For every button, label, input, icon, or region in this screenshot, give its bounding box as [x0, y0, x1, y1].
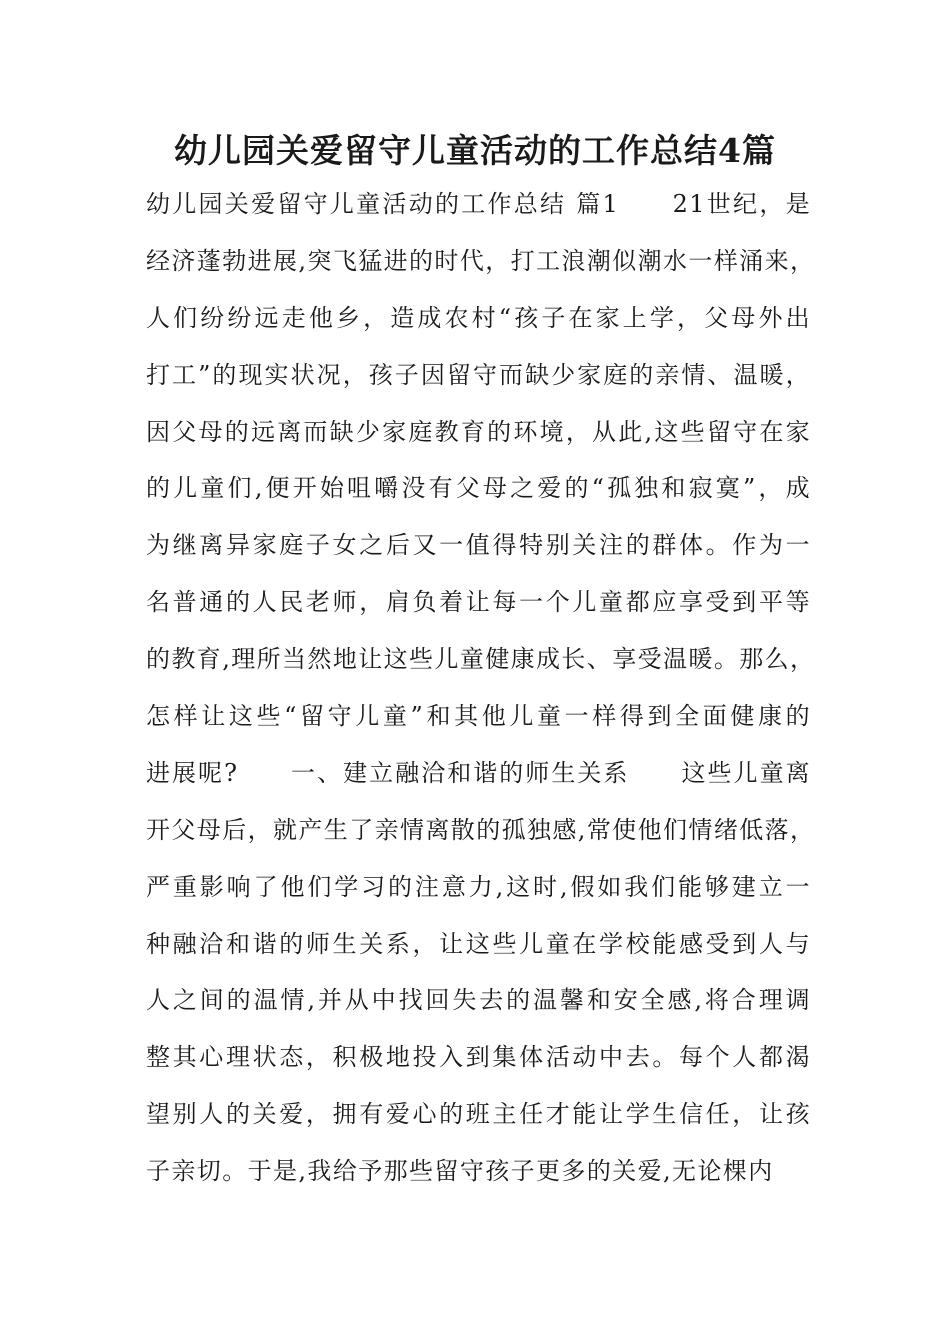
body-line: 进展呢? 一、建立融洽和谐的师生关系 这些儿童离 [146, 758, 811, 787]
document-body [146, 182, 816, 1206]
body-line: 子亲切。于是,我给予那些留守孩子更多的关爱,无论棵内 [146, 1157, 774, 1186]
body-line: 望别人的关爱，拥有爱心的班主任才能让学生信任，让孩 [146, 1100, 811, 1129]
body-line: 种融洽和谐的师生关系，让这些儿童在学校能感受到人与 [146, 929, 811, 958]
body-line: 因父母的远离而缺少家庭教育的环境，从此,这些留守在家 [146, 417, 811, 446]
body-line: 人之间的温情,并从中找回失去的温馨和安全感,将合理调 [146, 986, 811, 1015]
body-line: 经济蓬勃进展,突飞猛进的时代，打工浪潮似潮水一样涌来， [146, 246, 816, 275]
body-line: 开父母后，就产生了亲情离散的孤独感,常使他们情绪低落， [146, 815, 816, 844]
body-line: 怎样让这些“留守儿童”和其他儿童一样得到全面健康的 [146, 702, 811, 731]
body-line: 的儿童们,便开始咀嚼没有父母之爱的“孤独和寂寞”，成 [146, 474, 811, 503]
body-line: 为继离异家庭子女之后又一值得特别关注的群体。作为一 [146, 531, 811, 560]
body-line: 的教育,理所当然地让这些儿童健康成长、享受温暖。那么， [146, 645, 816, 674]
body-line: 名普通的人民老师，肩负着让每一个儿童都应享受到平等 [146, 588, 811, 617]
body-line: 严重影响了他们学习的注意力,这时,假如我们能够建立一 [146, 872, 811, 901]
body-line: 幼儿园关爱留守儿童活动的工作总结 篇1 21世纪，是 [146, 190, 811, 218]
body-line: 打工”的现实状况，孩子因留守而缺少家庭的亲情、温暖， [146, 360, 811, 389]
body-line: 人们纷纷远走他乡，造成农村“孩子在家上学，父母外出 [146, 303, 811, 332]
body-line: 整其心理状态，积极地投入到集体活动中去。每个人都渴 [146, 1043, 811, 1072]
document-title: 幼儿园关爱留守儿童活动的工作总结4篇 [174, 131, 776, 170]
